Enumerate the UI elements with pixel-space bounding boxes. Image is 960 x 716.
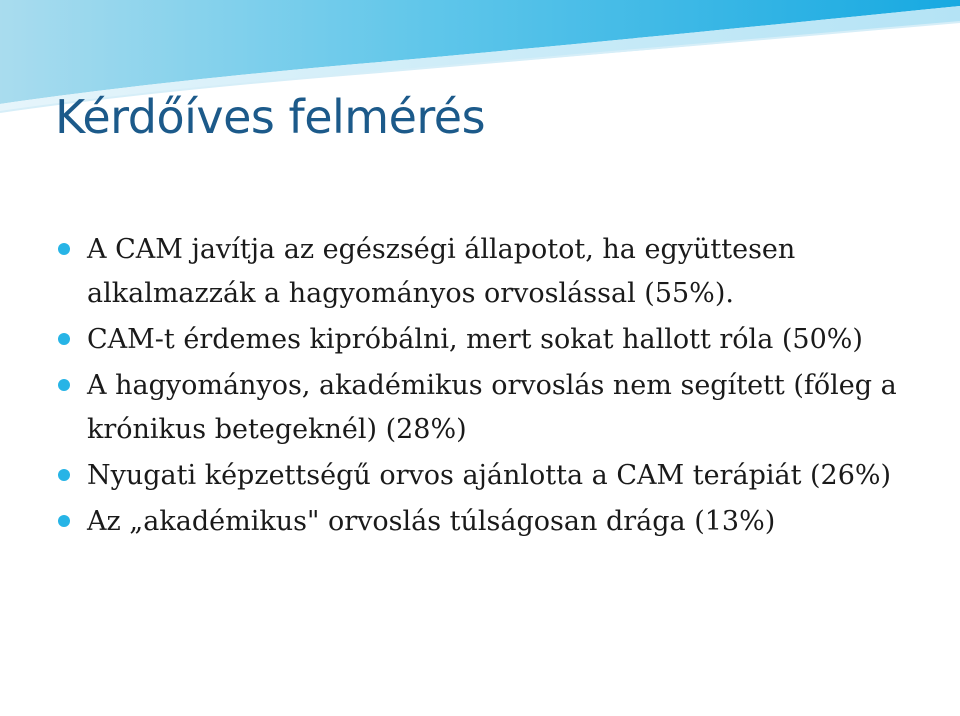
bullet-dot-icon bbox=[58, 469, 70, 481]
bullet-list bbox=[58, 228, 918, 546]
bullet-item bbox=[58, 228, 918, 316]
bullet-text: Nyugati képzettségű orvos ajánlotta a CAM terápiát (26%) bbox=[87, 460, 892, 491]
bullet-item bbox=[58, 454, 918, 498]
bullet-item bbox=[58, 364, 918, 452]
bullet-dot-icon bbox=[58, 379, 70, 391]
bullet-dot-icon bbox=[58, 333, 70, 345]
bullet-item bbox=[58, 318, 918, 362]
bullet-text: A hagyományos, akadémikus orvoslás nem segített (főleg a krónikus betegeknél) (28%) bbox=[87, 370, 897, 445]
bullet-item bbox=[58, 500, 918, 544]
bullet-dot-icon bbox=[58, 243, 70, 255]
bullet-text: A CAM javítja az egészségi állapotot, ha együttesen alkalmazzák a hagyományos orvoslással (55%). bbox=[87, 234, 796, 309]
bullet-dot-icon bbox=[58, 515, 70, 527]
bullet-text: CAM-t érdemes kipróbálni, mert sokat hallott róla (50%) bbox=[87, 324, 863, 355]
bullet-text: Az „akadémikus" orvoslás túlságosan drága (13%) bbox=[87, 506, 776, 537]
slide-title: Kérdőíves felmérés bbox=[55, 90, 486, 144]
